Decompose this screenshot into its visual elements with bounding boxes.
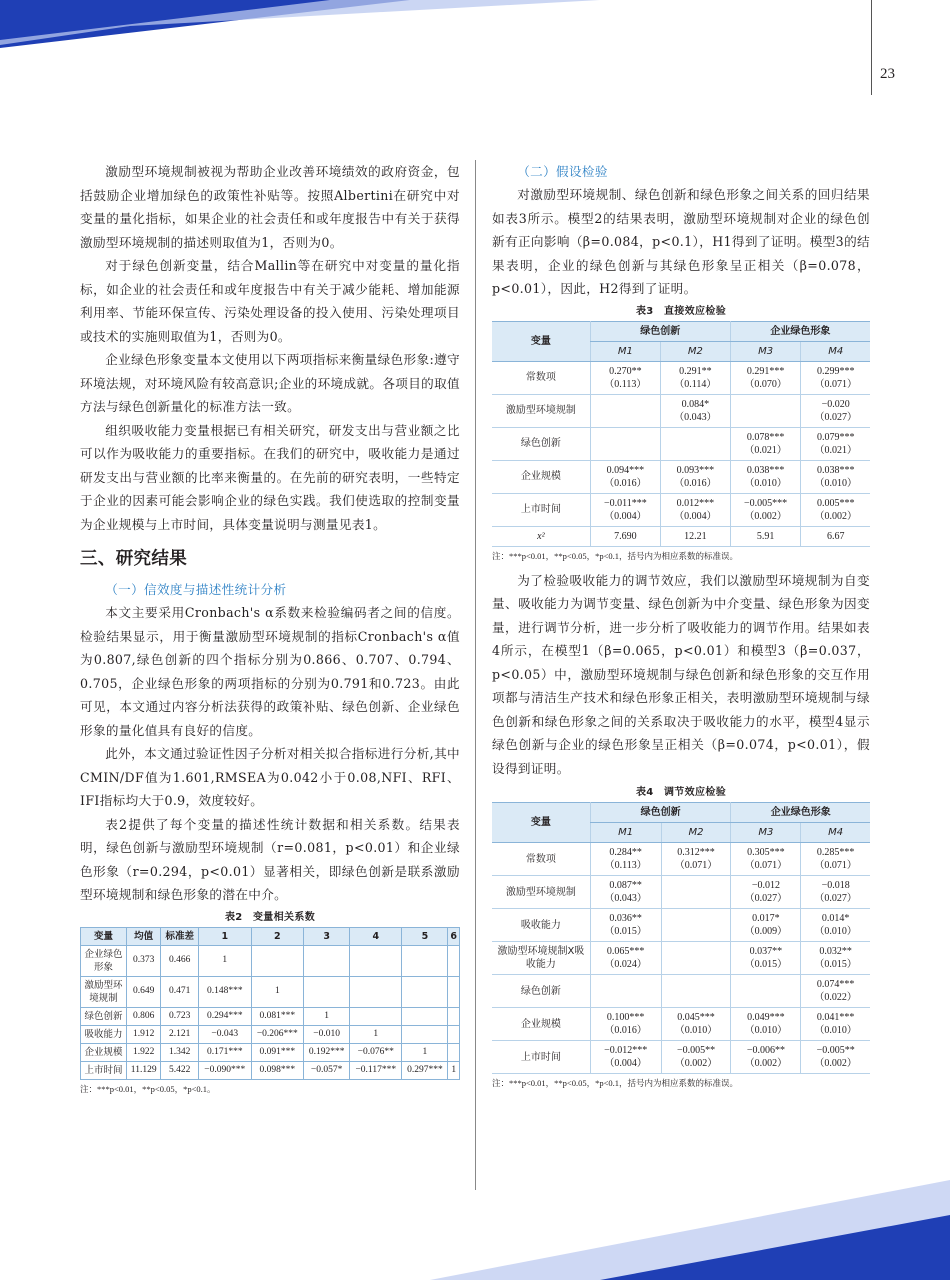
table-row bbox=[81, 945, 460, 976]
table-cell: 0.466 bbox=[161, 945, 199, 976]
table-header-cell: 企业绿色形象 bbox=[731, 803, 870, 823]
subsection-heading: （一）信效度与描述性统计分析 bbox=[105, 582, 287, 597]
model-header: M3 bbox=[730, 341, 801, 361]
table-cell: −0.117*** bbox=[350, 1061, 402, 1079]
right-column bbox=[492, 160, 870, 1090]
table-cell bbox=[731, 942, 801, 975]
table-cell bbox=[660, 460, 730, 493]
model-header: M4 bbox=[801, 341, 870, 361]
table-cell: 12.21 bbox=[660, 526, 730, 546]
coefficient: 0.012*** bbox=[676, 497, 715, 509]
coefficient: 0.087** bbox=[609, 880, 642, 891]
table-cell: 0.098*** bbox=[251, 1061, 304, 1079]
coefficient: 0.284** bbox=[609, 847, 642, 858]
table-row bbox=[81, 1025, 460, 1043]
table-cell bbox=[801, 1008, 870, 1041]
standard-error: （0.022） bbox=[814, 992, 857, 1003]
table-row bbox=[492, 843, 870, 876]
table-cell bbox=[801, 394, 870, 427]
table-row bbox=[492, 1041, 870, 1074]
table-header-cell: 2 bbox=[251, 927, 304, 945]
table-cell: −0.206*** bbox=[251, 1025, 304, 1043]
table-cell bbox=[402, 945, 448, 976]
table-note: 注：***p<0.01，**p<0.05，*p<0.1。 bbox=[80, 1083, 216, 1094]
table-cell bbox=[590, 843, 661, 876]
table-cell: 企业规模 bbox=[81, 1043, 127, 1061]
coefficient: −0.018 bbox=[821, 880, 850, 891]
coefficient: 0.065*** bbox=[606, 946, 645, 957]
table-row bbox=[492, 876, 870, 909]
table-row bbox=[492, 975, 870, 1008]
table-cell bbox=[801, 876, 870, 909]
coefficient: −0.005*** bbox=[744, 497, 788, 509]
table-cell bbox=[801, 427, 870, 460]
moderation-effect-table bbox=[492, 802, 870, 1074]
variable-name: 激励型环境规制 bbox=[492, 394, 590, 427]
paragraph: 企业绿色形象变量本文使用以下两项指标来衡量绿色形象:遵守环境法规，对环境风险有较高意识;企业的环境成就。各项目的取值方法与绿色创新量化的标准方法一致。 bbox=[80, 352, 460, 414]
table-cell: 1 bbox=[304, 1007, 350, 1025]
table-cell bbox=[801, 942, 870, 975]
variable-name: 吸收能力 bbox=[492, 909, 590, 942]
standard-error: （0.016） bbox=[604, 477, 647, 489]
model-header: M1 bbox=[590, 823, 661, 843]
coefficient: 0.079*** bbox=[816, 431, 855, 443]
table-cell bbox=[590, 909, 661, 942]
table-cell bbox=[660, 427, 730, 460]
coefficient: 0.038*** bbox=[816, 464, 855, 476]
standard-error: （0.015） bbox=[744, 959, 788, 970]
table-cell bbox=[730, 361, 801, 394]
table-cell: 激励型环境规制 bbox=[81, 976, 127, 1007]
table-cell bbox=[731, 975, 801, 1008]
table-caption: 表3 直接效应检验 bbox=[635, 305, 727, 317]
variable-name: 上市时间 bbox=[492, 1041, 590, 1074]
header-decoration bbox=[0, 0, 950, 50]
standard-error: （0.113） bbox=[604, 378, 647, 390]
table-note: 注：***p<0.01，**p<0.05，*p<0.1，括号内为相应系数的标准误。 bbox=[492, 1078, 739, 1088]
table-cell: 1 bbox=[402, 1043, 448, 1061]
table-cell bbox=[590, 1041, 661, 1074]
table-cell: 1 bbox=[251, 976, 304, 1007]
table-cell bbox=[730, 493, 801, 526]
table-row bbox=[492, 394, 870, 427]
table-header-cell: 均值 bbox=[127, 927, 161, 945]
coefficient: 0.014* bbox=[821, 913, 850, 924]
table-cell bbox=[660, 493, 730, 526]
table-cell bbox=[448, 1007, 460, 1025]
standard-error: （0.002） bbox=[814, 510, 857, 522]
table-cell: 1 bbox=[350, 1025, 402, 1043]
standard-error: （0.002） bbox=[744, 1058, 788, 1069]
standard-error: （0.016） bbox=[674, 477, 717, 489]
table-cell: 企业绿色形象 bbox=[81, 945, 127, 976]
table-header-cell: 1 bbox=[199, 927, 252, 945]
table-cell: 1 bbox=[199, 945, 252, 976]
table-caption: 表4 调节效应检验 bbox=[635, 787, 727, 798]
table-cell: 吸收能力 bbox=[81, 1025, 127, 1043]
coefficient: −0.006** bbox=[746, 1045, 785, 1056]
paragraph: 对于绿色创新变量，结合Mallin等在研究中对变量的量化指标，如企业的社会责任和或年度报告中有关于减少能耗、增加能源利用率、节能环保宣传、污染处理设备的投入使用、污染处理项目或技术的实施则取值为1，否则为0。 bbox=[80, 258, 460, 344]
table-row bbox=[492, 460, 870, 493]
table-caption: 表2 变量相关系数 bbox=[224, 911, 316, 923]
coefficient: −0.012*** bbox=[604, 1045, 648, 1056]
table-cell bbox=[801, 975, 870, 1008]
standard-error: （0.071） bbox=[814, 860, 857, 871]
table-cell bbox=[661, 843, 731, 876]
table-row bbox=[492, 942, 870, 975]
coefficient: 0.093*** bbox=[676, 464, 715, 476]
table-cell: −0.057* bbox=[304, 1061, 350, 1079]
table-cell: −0.010 bbox=[304, 1025, 350, 1043]
table-cell bbox=[402, 1025, 448, 1043]
standard-error: （0.015） bbox=[814, 959, 857, 970]
table-cell bbox=[731, 843, 801, 876]
coefficient: 0.037** bbox=[749, 946, 783, 957]
coefficient: 0.291*** bbox=[746, 365, 785, 377]
table-cell bbox=[448, 945, 460, 976]
standard-error: （0.004） bbox=[604, 510, 647, 522]
table-cell bbox=[590, 975, 661, 1008]
standard-error: （0.002） bbox=[814, 1058, 857, 1069]
table-cell: 上市时间 bbox=[81, 1061, 127, 1079]
table-cell bbox=[661, 909, 731, 942]
variable-name: 激励型环境规制X吸收能力 bbox=[492, 942, 590, 975]
standard-error: （0.002） bbox=[744, 510, 787, 522]
table-cell bbox=[731, 876, 801, 909]
coefficient: −0.005** bbox=[676, 1045, 716, 1056]
table-cell: 0.192*** bbox=[304, 1043, 350, 1061]
standard-error: （0.071） bbox=[814, 378, 857, 390]
coefficient: −0.020 bbox=[821, 398, 850, 410]
standard-error: （0.010） bbox=[744, 477, 787, 489]
standard-error: （0.021） bbox=[814, 444, 857, 456]
paragraph: 为了检验吸收能力的调节效应，我们以激励型环境规制为自变量、吸收能力为调节变量、绿色创新为中介变量、绿色形象为因变量，进行调节分析，进一步分析了吸收能力的调节作用。结果如表4所示，在模型1（β=0.065，p<0.01）和模型3（β=0.037，p<0.05）中，激励型环境规制与绿色创新和绿色形象的交互作用项都与清洁生产技术和绿色形象正相关，表明激励型环境规制与绿色创新和绿色形象之间的关系取决于吸收能力的水平，模型4显示绿色创新与企业的绿色形象呈正相关（β=0.074，p<0.01），假设得到证明。 bbox=[492, 572, 870, 776]
coefficient: 0.036** bbox=[609, 913, 642, 924]
table-note: 注：***p<0.01，**p<0.05，*p<0.1，括号内为相应系数的标准误。 bbox=[492, 550, 739, 561]
table-cell bbox=[801, 909, 870, 942]
table-cell: 0.081*** bbox=[251, 1007, 304, 1025]
correlation-table bbox=[80, 927, 460, 1080]
left-column bbox=[80, 160, 460, 1096]
model-header: M1 bbox=[590, 341, 660, 361]
table-cell bbox=[661, 975, 731, 1008]
table-header-cell: 企业绿色形象 bbox=[730, 321, 870, 341]
coefficient: 0.045*** bbox=[677, 1012, 715, 1023]
standard-error: （0.002） bbox=[674, 1058, 718, 1069]
standard-error: （0.010） bbox=[814, 477, 857, 489]
table-cell bbox=[661, 876, 731, 909]
table-cell bbox=[304, 945, 350, 976]
standard-error: （0.015） bbox=[604, 926, 647, 937]
table-cell bbox=[730, 460, 801, 493]
paragraph: 组织吸收能力变量根据已有相关研究，研发支出与营业额之比可以作为吸收能力的重要指标。在我们的研究中，吸收能力是通过研发支出与营业额的比率来衡量的。在先前的研究表明，一些特定于企业的因素可能会影响企业的绿色实践。我们使选取的控制变量为企业规模与上市时间，具体变量说明与测量见表1。 bbox=[80, 422, 460, 532]
paragraph: 本文主要采用Cronbach's α系数来检验编码者之间的信度。检验结果显示，用于衡量激励型环境规制的指标Cronbach's α值为0.807,绿色创新的四个指标分别为0.866、0.707、0.794、0.705，企业绿色形象的两项指标的分别为0.791和0.723。由此可见，本文通过内容分析法获得的政策补贴、绿色创新、企业绿色形象的量化值具有良好的信度。 bbox=[80, 605, 460, 738]
standard-error: （0.004） bbox=[674, 510, 717, 522]
table-cell bbox=[590, 394, 660, 427]
table-cell bbox=[402, 976, 448, 1007]
table-cell: 0.171*** bbox=[199, 1043, 252, 1061]
page-number: 23 bbox=[880, 66, 895, 82]
table-cell bbox=[304, 976, 350, 1007]
table-cell: 绿色创新 bbox=[81, 1007, 127, 1025]
coefficient: 0.041*** bbox=[816, 1012, 855, 1023]
table-cell bbox=[731, 909, 801, 942]
table-cell: 1.912 bbox=[127, 1025, 161, 1043]
coefficient: 0.038*** bbox=[746, 464, 785, 476]
standard-error: （0.071） bbox=[674, 860, 718, 871]
column-divider bbox=[475, 160, 476, 1190]
standard-error: （0.009） bbox=[744, 926, 788, 937]
table-cell: 5.91 bbox=[730, 526, 801, 546]
table-cell bbox=[801, 1041, 870, 1074]
direct-effect-table bbox=[492, 321, 870, 547]
table-cell bbox=[660, 394, 730, 427]
table-cell: 0.091*** bbox=[251, 1043, 304, 1061]
standard-error: （0.027） bbox=[814, 893, 857, 904]
table-cell: 1.922 bbox=[127, 1043, 161, 1061]
table-cell bbox=[801, 493, 870, 526]
table-header-cell: 5 bbox=[402, 927, 448, 945]
footer-decoration bbox=[0, 1160, 950, 1280]
coefficient: −0.011*** bbox=[603, 497, 647, 509]
table-header-cell: 6 bbox=[448, 927, 460, 945]
standard-error: （0.043） bbox=[674, 411, 717, 423]
coefficient: 0.074*** bbox=[816, 979, 855, 990]
table-header-cell: 3 bbox=[304, 927, 350, 945]
table-header-cell: 4 bbox=[350, 927, 402, 945]
table-cell bbox=[590, 942, 661, 975]
table-cell: −0.043 bbox=[199, 1025, 252, 1043]
table-cell bbox=[448, 1043, 460, 1061]
coefficient: 0.270** bbox=[609, 365, 642, 377]
variable-name: 企业规模 bbox=[492, 1008, 590, 1041]
coefficient: 0.049*** bbox=[747, 1012, 785, 1023]
standard-error: （0.010） bbox=[674, 1025, 718, 1036]
standard-error: （0.071） bbox=[744, 860, 788, 871]
table-row bbox=[492, 526, 870, 546]
table-header-cell: 变量 bbox=[81, 927, 127, 945]
table-cell bbox=[402, 1007, 448, 1025]
variable-name: 常数项 bbox=[492, 843, 590, 876]
table-cell bbox=[251, 945, 304, 976]
coefficient: 0.291** bbox=[679, 365, 712, 377]
table-cell: −0.076** bbox=[350, 1043, 402, 1061]
coefficient: −0.005** bbox=[816, 1045, 855, 1056]
coefficient: 0.299*** bbox=[816, 365, 855, 377]
variable-name: 绿色创新 bbox=[492, 975, 590, 1008]
standard-error: （0.043） bbox=[604, 893, 647, 904]
table-cell bbox=[448, 976, 460, 1007]
table-cell: 0.297*** bbox=[402, 1061, 448, 1079]
standard-error: （0.021） bbox=[744, 444, 787, 456]
table-cell bbox=[448, 1025, 460, 1043]
table-row bbox=[81, 1043, 460, 1061]
table-cell bbox=[801, 361, 870, 394]
section-heading: 三、研究结果 bbox=[80, 549, 188, 569]
table-cell: 7.690 bbox=[590, 526, 660, 546]
standard-error: （0.027） bbox=[744, 893, 788, 904]
table-cell bbox=[660, 361, 730, 394]
table-cell bbox=[730, 394, 801, 427]
table-cell: 6.67 bbox=[801, 526, 870, 546]
table-cell: 0.373 bbox=[127, 945, 161, 976]
table-cell bbox=[590, 361, 660, 394]
table-cell bbox=[350, 945, 402, 976]
variable-name: 常数项 bbox=[492, 361, 590, 394]
table-cell bbox=[661, 1008, 731, 1041]
coefficient: 0.078*** bbox=[746, 431, 785, 443]
model-header: M4 bbox=[801, 823, 870, 843]
paragraph: 此外，本文通过验证性因子分析对相关拟合指标进行分析,其中CMIN/DF值为1.601,RMSEA为0.042小于0.08,NFI、RFI、IFI指标均大于0.9，效度较好。 bbox=[80, 746, 460, 808]
table-cell: 0.148*** bbox=[199, 976, 252, 1007]
coefficient: 0.005*** bbox=[816, 497, 855, 509]
table-cell: 0.471 bbox=[161, 976, 199, 1007]
model-header: M2 bbox=[660, 341, 730, 361]
coefficient: 0.084* bbox=[681, 398, 710, 410]
table-cell bbox=[590, 1008, 661, 1041]
table-cell bbox=[731, 1041, 801, 1074]
model-header: M2 bbox=[661, 823, 731, 843]
table-cell bbox=[590, 427, 660, 460]
table-header-cell: 变量 bbox=[492, 803, 590, 843]
model-header: M3 bbox=[731, 823, 801, 843]
table-cell bbox=[590, 876, 661, 909]
table-cell bbox=[801, 843, 870, 876]
table-cell bbox=[350, 1007, 402, 1025]
standard-error: （0.010） bbox=[814, 1025, 857, 1036]
table-header-cell: 绿色创新 bbox=[590, 803, 731, 823]
coefficient: 0.017* bbox=[752, 913, 780, 924]
header-rule bbox=[871, 0, 872, 95]
table-cell bbox=[661, 942, 731, 975]
table-cell: 0.723 bbox=[161, 1007, 199, 1025]
variable-name: 企业规模 bbox=[492, 460, 590, 493]
table-cell bbox=[590, 460, 660, 493]
paragraph: 表2提供了每个变量的描述性统计数据和相关系数。结果表明，绿色创新与激励型环境规制（r=0.081，p<0.01）和企业绿色形象（r=0.294，p<0.01）显著相关，即绿色创新是联系激励型环境规制和绿色形象的潜在中介。 bbox=[80, 816, 460, 902]
variable-name: 绿色创新 bbox=[492, 427, 590, 460]
table-cell bbox=[590, 493, 660, 526]
table-cell bbox=[801, 460, 870, 493]
paragraph: 激励型环境规制被视为帮助企业改善环境绩效的政府资金，包括鼓励企业增加绿色的政策性补贴等。按照Albertini在研究中对变量的量化指标，如果企业的社会责任和或年度报告中有关于获得激励型环境规制的描述则取值为1，否则为0。 bbox=[80, 164, 460, 250]
paragraph: 对激励型环境规制、绿色创新和绿色形象之间关系的回归结果如表3所示。模型2的结果表明，激励型环境规制对企业的绿色创新有正向影响（β=0.084，p<0.1），H1得到了证明。模型3的结果表明，企业的绿色创新与其绿色形象呈正相关（β=0.078，p<0.01），因此，H2得到了证明。 bbox=[492, 187, 870, 296]
standard-error: （0.027） bbox=[814, 411, 857, 423]
coefficient: 0.285*** bbox=[816, 847, 855, 858]
coefficient: 0.032** bbox=[819, 946, 852, 957]
variable-name: 上市时间 bbox=[492, 493, 590, 526]
standard-error: （0.004） bbox=[604, 1058, 647, 1069]
table-cell bbox=[350, 976, 402, 1007]
table-cell bbox=[661, 1041, 731, 1074]
coefficient: −0.012 bbox=[751, 880, 780, 891]
coefficient: 0.305*** bbox=[747, 847, 785, 858]
table-row bbox=[81, 1007, 460, 1025]
table-cell: 0.806 bbox=[127, 1007, 161, 1025]
table-cell bbox=[731, 1008, 801, 1041]
table-cell: 1.342 bbox=[161, 1043, 199, 1061]
table-header-cell: 绿色创新 bbox=[590, 321, 730, 341]
table-cell: 0.649 bbox=[127, 976, 161, 1007]
table-row bbox=[492, 493, 870, 526]
standard-error: （0.010） bbox=[814, 926, 857, 937]
table-header-cell: 变量 bbox=[492, 321, 590, 361]
standard-error: （0.024） bbox=[604, 959, 647, 970]
table-cell: 0.294*** bbox=[199, 1007, 252, 1025]
table-cell: 2.121 bbox=[161, 1025, 199, 1043]
coefficient: 0.094*** bbox=[606, 464, 645, 476]
variable-name: 激励型环境规制 bbox=[492, 876, 590, 909]
coefficient: 0.100*** bbox=[606, 1012, 645, 1023]
table-row bbox=[492, 361, 870, 394]
table-row bbox=[492, 427, 870, 460]
standard-error: （0.114） bbox=[674, 378, 717, 390]
table-cell: −0.090*** bbox=[199, 1061, 252, 1079]
coefficient: 0.312*** bbox=[677, 847, 715, 858]
table-row bbox=[492, 909, 870, 942]
table-cell: 5.422 bbox=[161, 1061, 199, 1079]
table-row bbox=[81, 976, 460, 1007]
table-cell: 1 bbox=[448, 1061, 460, 1079]
standard-error: （0.070） bbox=[744, 378, 787, 390]
variable-name: x² bbox=[492, 526, 590, 546]
standard-error: （0.010） bbox=[744, 1025, 788, 1036]
subsection-heading: （二）假设检验 bbox=[517, 164, 608, 179]
table-row bbox=[81, 1061, 460, 1079]
standard-error: （0.016） bbox=[604, 1025, 647, 1036]
table-cell bbox=[730, 427, 801, 460]
table-header-cell: 标准差 bbox=[161, 927, 199, 945]
table-cell: 11.129 bbox=[127, 1061, 161, 1079]
table-row bbox=[492, 1008, 870, 1041]
standard-error: （0.113） bbox=[604, 860, 647, 871]
